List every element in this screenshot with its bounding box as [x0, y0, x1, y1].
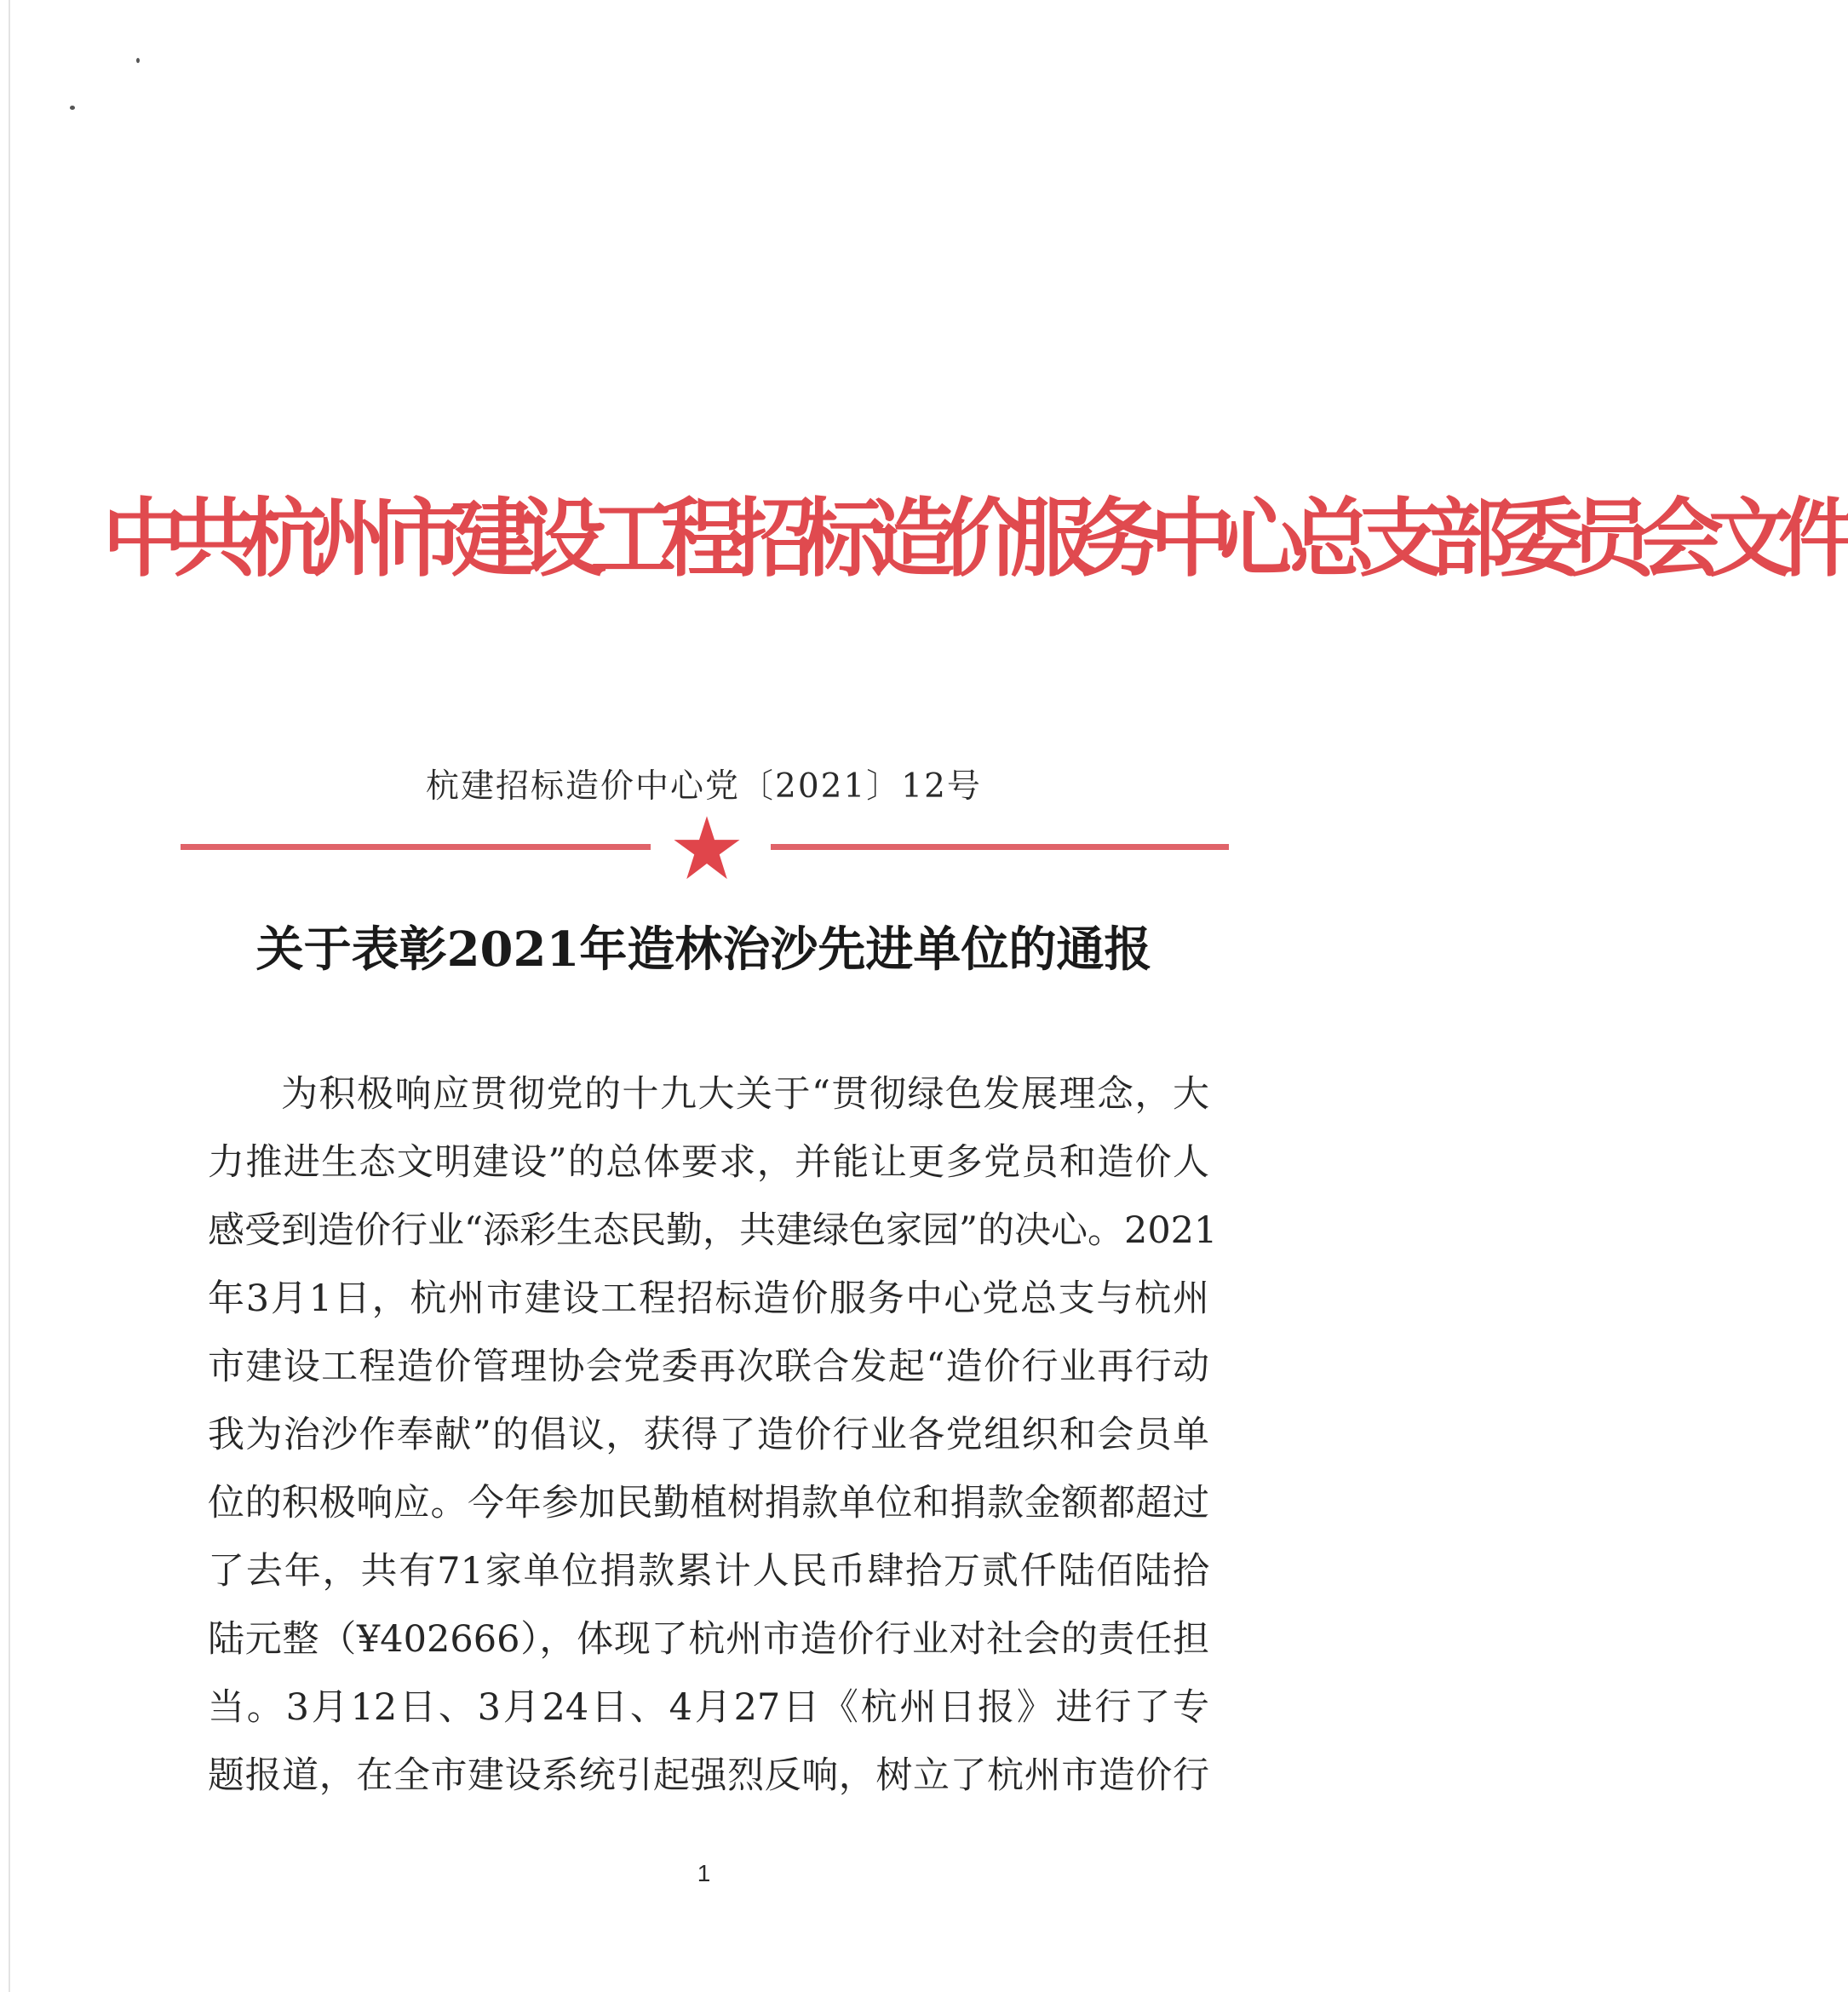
- body-line-10: 当。3月12日、3月24日、4月27日《杭州日报》进行了专: [208, 1686, 1209, 1729]
- body-line-2: 力推进生态文明建设”的总体要求，并能让更多党员和造价人: [208, 1141, 1209, 1184]
- body-line-1: 为积极响应贯彻党的十九大关于“贯彻绿色发展理念，大: [281, 1073, 1209, 1116]
- body-line-11: 题报道，在全市建设系统引起强烈反响，树立了杭州市造价行: [208, 1754, 1209, 1797]
- body-line-5: 市建设工程造价管理协会党委再次联合发起“造价行业再行动: [208, 1346, 1209, 1388]
- body-line-4: 年3月1日，杭州市建设工程招标造价服务中心党总支与杭州: [208, 1277, 1209, 1320]
- body-line-7: 位的积极响应。今年参加民勤植树捐款单位和捐款金额都超过: [208, 1482, 1209, 1524]
- document-number: 杭建招标造价中心党〔2021〕12号: [426, 767, 982, 806]
- issuer-masthead: 中共杭州市建设工程招标造价服务中心总支部委员会文件: [102, 488, 1848, 588]
- red-star-icon: [672, 813, 742, 883]
- red-rule-left: [181, 844, 651, 850]
- body-line-8: 了去年，共有71家单位捐款累计人民币肆拾万贰仟陆佰陆拾: [208, 1550, 1209, 1593]
- body-line-9: 陆元整（¥402666），体现了杭州市造价行业对社会的责任担: [208, 1618, 1209, 1661]
- red-rule-right: [771, 844, 1229, 850]
- scan-speck: [70, 106, 75, 110]
- page-number: 1: [697, 1860, 711, 1886]
- body-line-3: 感受到造价行业“添彩生态民勤，共建绿色家园”的决心。2021: [208, 1209, 1218, 1252]
- body-line-6: 我为治沙作奉献”的倡议，获得了造价行业各党组织和会员单: [208, 1414, 1209, 1456]
- notice-title: 关于表彰2021年造林治沙先进单位的通报: [255, 921, 1152, 978]
- scan-speck: [136, 58, 140, 63]
- scan-edge-shadow: [9, 0, 10, 1992]
